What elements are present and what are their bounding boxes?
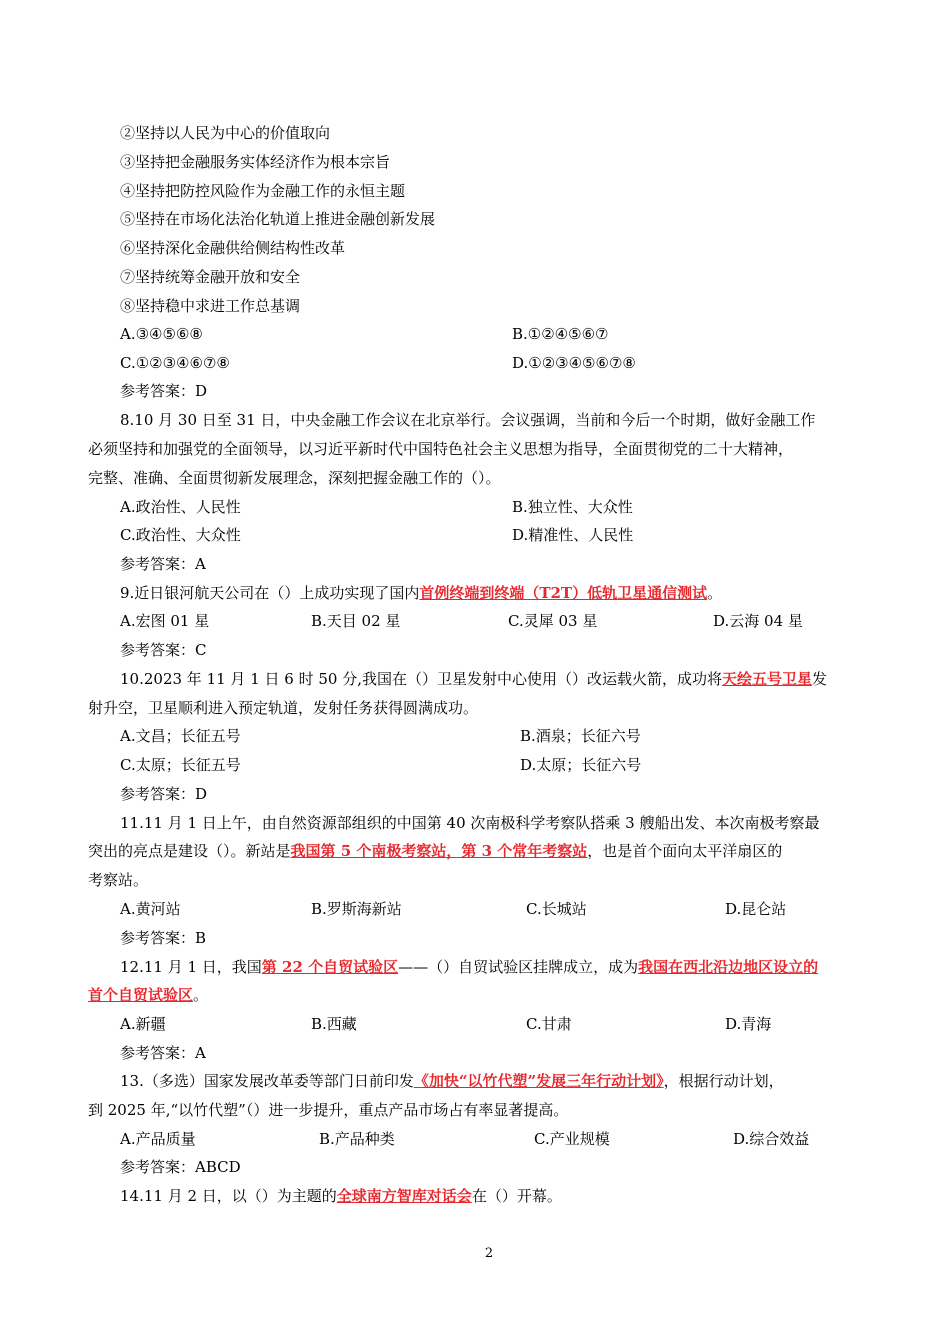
list-item: ④坚持把防控风险作为金融工作的永恒主题 <box>120 182 406 200</box>
question-text <box>88 842 868 860</box>
option-d: D.精准性、人民性 <box>512 526 634 544</box>
option-d: D.青海 <box>725 1015 772 1033</box>
question-text-part: 突出的亮点是建设（）。新站是 <box>88 842 291 860</box>
option-b: B.独立性、大众性 <box>512 498 633 516</box>
list-item: ②坚持以人民为中心的价值取向 <box>120 124 331 142</box>
question-text-part: 。 <box>193 986 209 1004</box>
question-text-part: ——（）自贸试验区挂牌成立，成为 <box>398 958 639 976</box>
question-text: 8.10 月 30 日至 31 日，中央金融工作会议在北京举行。会议强调，当前和今后一个时期，做好金融工作 <box>120 411 816 429</box>
option-a: A.宏图 01 星 <box>120 612 210 630</box>
question-text-part: 9.近日银河航天公司在（）上成功实现了国内 <box>120 584 420 602</box>
question-text: 11.11 月 1 日上午，由自然资源部组织的中国第 40 次南极科学考察队搭乘 3 艘船出发、本次南极考察最 <box>120 814 820 832</box>
highlighted-keyword: 首例终端到终端（T2T）低轨卫星通信测试 <box>419 584 708 602</box>
option-a: A.③④⑤⑥⑧ <box>120 325 203 343</box>
option-d: D.①②③④⑤⑥⑦⑧ <box>512 354 636 372</box>
option-d: D.太原；长征六号 <box>520 756 642 774</box>
question-text-part: 13.（多选）国家发展改革委等部门日前印发 <box>120 1072 414 1090</box>
list-item: ⑧坚持稳中求进工作总基调 <box>120 297 301 315</box>
question-text <box>88 986 868 1004</box>
option-a: A.新疆 <box>120 1015 166 1033</box>
answer: 参考答案：A <box>120 1044 206 1062</box>
question-text: 到 2025 年,“以竹代塑”（）进一步提升，重点产品市场占有率显著提高。 <box>88 1101 569 1119</box>
list-item: ⑥坚持深化金融供给侧结构性改革 <box>120 239 346 257</box>
option-b: B.罗斯海新站 <box>311 900 402 918</box>
question-text-part: 。 <box>707 584 723 602</box>
option-b: B.天目 02 星 <box>311 612 401 630</box>
option-a: A.黄河站 <box>120 900 181 918</box>
highlighted-keyword: 全球南方智库对话会 <box>336 1187 472 1205</box>
answer: 参考答案：D <box>120 785 208 803</box>
option-c: C.甘肃 <box>526 1015 572 1033</box>
option-d: D.昆仑站 <box>725 900 787 918</box>
question-text <box>120 670 900 688</box>
question-text: 考察站。 <box>88 871 149 889</box>
option-c: C.政治性、大众性 <box>120 526 241 544</box>
question-text: 必须坚持和加强党的全面领导，以习近平新时代中国特色社会主义思想为指导，全面贯彻党的二十大精神， <box>88 440 794 458</box>
answer: 参考答案：C <box>120 641 207 659</box>
question-text: 完整、准确、全面贯彻新发展理念，深刻把握金融工作的（）。 <box>88 469 501 487</box>
question-text-part: ，也是首个面向太平洋扇区的 <box>587 842 783 860</box>
option-d: D.云海 04 星 <box>713 612 803 630</box>
list-item: ⑤坚持在市场化法治化轨道上推进金融创新发展 <box>120 210 436 228</box>
option-d: D.综合效益 <box>733 1130 810 1148</box>
option-a: A.政治性、人民性 <box>120 498 241 516</box>
highlighted-keyword: 天绘五号卫星 <box>721 670 812 688</box>
option-b: B.酒泉；长征六号 <box>520 727 641 745</box>
option-c: C.长城站 <box>526 900 587 918</box>
option-c: C.①②③④⑥⑦⑧ <box>120 354 230 372</box>
question-text <box>120 584 900 602</box>
highlighted-keyword: 我国在西北沿边地区设立的 <box>638 958 819 976</box>
question-text <box>120 958 900 976</box>
question-text-part: 在（）开幕。 <box>471 1187 562 1205</box>
question-text-part: 10.2023 年 11 月 1 日 6 时 50 分,我国在（）卫星发射中心使用（）改运载火箭，成功将 <box>120 670 722 688</box>
option-c: C.灵犀 03 星 <box>508 612 598 630</box>
highlighted-keyword: 《加快“以竹代塑”发展三年行动计划》 <box>413 1072 664 1090</box>
question-text <box>120 1072 900 1090</box>
option-c: C.太原；长征五号 <box>120 756 241 774</box>
highlighted-keyword: 我国第 5 个南极考察站，第 3 个常年考察站 <box>290 842 588 860</box>
option-a: A.产品质量 <box>120 1130 196 1148</box>
list-item: ⑦坚持统筹金融开放和安全 <box>120 268 301 286</box>
answer: 参考答案：ABCD <box>120 1158 241 1176</box>
question-text <box>120 1187 900 1205</box>
highlighted-keyword: 首个自贸试验区 <box>88 986 194 1004</box>
answer: 参考答案：A <box>120 555 206 573</box>
option-b: B.西藏 <box>311 1015 357 1033</box>
option-a: A.文昌；长征五号 <box>120 727 241 745</box>
question-text-part: 发 <box>812 670 828 688</box>
question-text: 射升空，卫星顺利进入预定轨道，发射任务获得圆满成功。 <box>88 699 479 717</box>
option-c: C.产业规模 <box>534 1130 610 1148</box>
question-text-part: 12.11 月 1 日，我国 <box>120 958 262 976</box>
option-b: B.①②④⑤⑥⑦ <box>512 325 609 343</box>
answer: 参考答案：B <box>120 929 207 947</box>
list-item: ③坚持把金融服务实体经济作为根本宗旨 <box>120 153 391 171</box>
highlighted-keyword: 第 22 个自贸试验区 <box>261 958 399 976</box>
question-text-part: ，根据行动计划， <box>663 1072 784 1090</box>
page-number: 2 <box>484 1246 494 1261</box>
option-b: B.产品种类 <box>319 1130 395 1148</box>
question-text-part: 14.11 月 2 日，以（）为主题的 <box>120 1187 337 1205</box>
answer: 参考答案：D <box>120 382 208 400</box>
